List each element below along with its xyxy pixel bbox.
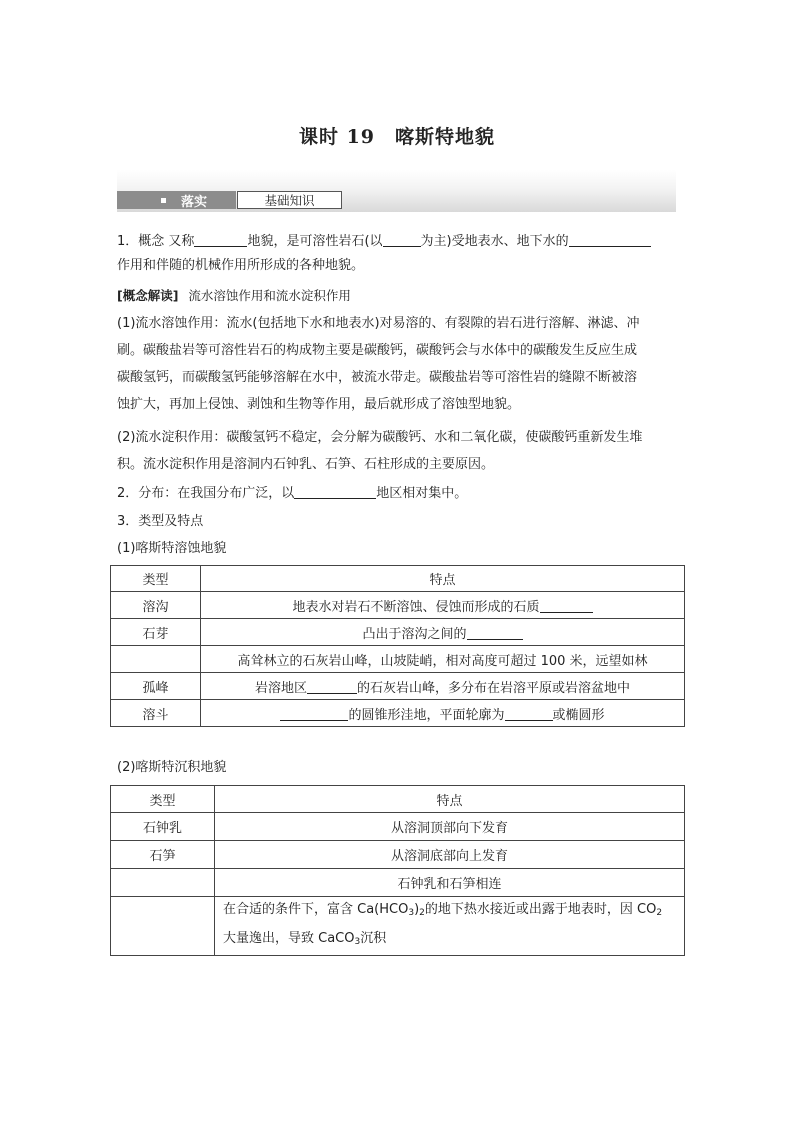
feature-cell: [201, 673, 685, 700]
feature-cell: 从溶洞顶部向下发育: [215, 813, 685, 841]
fill-blank[interactable]: [540, 598, 593, 613]
fill-blank[interactable]: [194, 232, 247, 247]
table-header-cell: 特点: [215, 786, 685, 813]
type-cell: 溶斗: [111, 700, 201, 727]
concept-heading-text: 流水溶蚀作用和流水淀积作用: [188, 288, 351, 303]
table-row: [111, 700, 685, 727]
paragraph-line: 积。流水淀积作用是溶洞内石钟乳、石笋、石柱形成的主要原因。: [117, 457, 495, 472]
feature-text: 凸出于溶沟之间的: [362, 626, 467, 642]
banner-tag-light: 基础知识: [237, 191, 342, 209]
feature-cell: 高耸林立的石灰岩山峰，山坡陡峭，相对高度可超过 100 米，远望如林: [201, 646, 685, 673]
item-1-text-a: 又称: [168, 234, 195, 249]
table-row: [111, 673, 685, 700]
table-header-row: [111, 566, 685, 592]
table-deposition-landforms: [110, 785, 685, 956]
item-1-text-b: 地貌，是可溶性岩石(以: [247, 234, 383, 249]
feature-text: 或椭圆形: [552, 707, 605, 723]
item-2-text-a: 2．分布：在我国分布广泛，以: [117, 486, 295, 501]
type-cell: 石芽: [111, 619, 201, 646]
item-2-distribution: [117, 482, 677, 506]
item-1-text-c: 为主)受地表水、地下水的: [420, 234, 569, 249]
fill-blank[interactable]: [467, 625, 523, 640]
fill-blank[interactable]: [505, 706, 553, 721]
table-row: [111, 841, 685, 869]
type-cell: 孤峰: [111, 673, 201, 700]
type-cell: 石笋: [111, 841, 215, 869]
paragraph-dissolution: [117, 310, 677, 418]
concept-tag: [概念解读]: [117, 288, 179, 303]
section-1-heading: (1)喀斯特溶蚀地貌: [117, 541, 227, 556]
feature-text: ): [414, 902, 420, 917]
table-row: [111, 813, 685, 841]
paragraph-line: 蚀扩大，再加上侵蚀、剥蚀和生物等作用，最后就形成了溶蚀型地貌。: [117, 397, 521, 412]
section-2-heading: (2)喀斯特沉积地貌: [117, 760, 227, 775]
type-cell: [111, 897, 215, 956]
feature-cell: [201, 592, 685, 619]
paragraph-line: (2)流水淀积作用：碳酸氢钙不稳定，会分解为碳酸钙、水和二氧化碳，使碳酸钙重新发生堆: [117, 430, 643, 445]
paragraph-deposition: [117, 424, 677, 478]
page-title: 课时 19 喀斯特地貌: [298, 126, 496, 148]
paragraph-line: (1)流水溶蚀作用：流水(包括地下水和地表水)对易溶的、有裂隙的岩石进行溶解、淋滤、冲: [117, 316, 640, 331]
feature-cell: 石钟乳和石笋相连: [215, 869, 685, 897]
feature-cell: [215, 897, 685, 956]
item-1-label: 1．概念: [117, 234, 165, 249]
fill-blank[interactable]: [280, 706, 348, 721]
table-row: [111, 897, 685, 956]
banner-tag-dark-label: 落实: [181, 194, 208, 210]
feature-cell: 从溶洞底部向上发育: [215, 841, 685, 869]
paragraph-line: 碳酸氢钙，而碳酸氢钙能够溶解在水中，被流水带走。碳酸盐岩等可溶性岩的缝隙不断被溶: [117, 370, 638, 385]
table-header-cell: 特点: [201, 566, 685, 592]
table-row: [111, 619, 685, 646]
item-1-text-d: 作用和伴随的机械作用所形成的各种地貌。: [117, 258, 365, 273]
feature-text: 地表水对岩石不断溶蚀、侵蚀而形成的石质: [292, 599, 540, 615]
table-header-cell: 类型: [111, 566, 201, 592]
concept-heading: [117, 284, 677, 308]
subscript: 3: [408, 908, 415, 918]
square-bullet-icon: [161, 198, 166, 203]
type-cell: 溶沟: [111, 592, 201, 619]
feature-text: 沉积: [360, 931, 387, 946]
subscript: 3: [354, 937, 361, 947]
type-cell: [111, 646, 201, 673]
paragraph-line: 刷。碳酸盐岩等可溶性岩石的构成物主要是碳酸钙，碳酸钙会与水体中的碳酸发生反应生成: [117, 343, 638, 358]
banner-tag-dark: [117, 191, 236, 209]
fill-blank[interactable]: [307, 679, 357, 694]
table-dissolution-landforms: [110, 565, 685, 727]
table-row: [111, 592, 685, 619]
feature-cell: [201, 619, 685, 646]
item-3-heading: 3．类型及特点: [117, 514, 204, 529]
type-cell: 石钟乳: [111, 813, 215, 841]
feature-text: 的圆锥形洼地，平面轮廓为: [348, 707, 505, 723]
feature-cell: [201, 700, 685, 727]
fill-blank[interactable]: [383, 232, 421, 247]
feature-text: 的石灰岩山峰，多分布在岩溶平原或岩溶盆地中: [357, 680, 631, 696]
subscript: 2: [656, 908, 663, 918]
subscript: 2: [419, 908, 425, 918]
feature-text: 在合适的条件下，富含 Ca(HCO: [223, 902, 409, 917]
table-header-cell: 类型: [111, 786, 215, 813]
table-row: [111, 869, 685, 897]
type-cell: [111, 869, 215, 897]
item-2-text-b: 地区相对集中。: [376, 486, 468, 501]
fill-blank[interactable]: [294, 484, 376, 499]
table-row: [111, 646, 685, 673]
item-1-concept: [117, 230, 677, 278]
feature-text: 岩溶地区: [254, 680, 307, 696]
feature-text: 的地下热水接近或出露于地表时，因 CO: [424, 902, 657, 917]
fill-blank[interactable]: [569, 232, 651, 247]
feature-text: 大量逸出，导致 CaCO: [223, 931, 355, 946]
table-header-row: [111, 786, 685, 813]
